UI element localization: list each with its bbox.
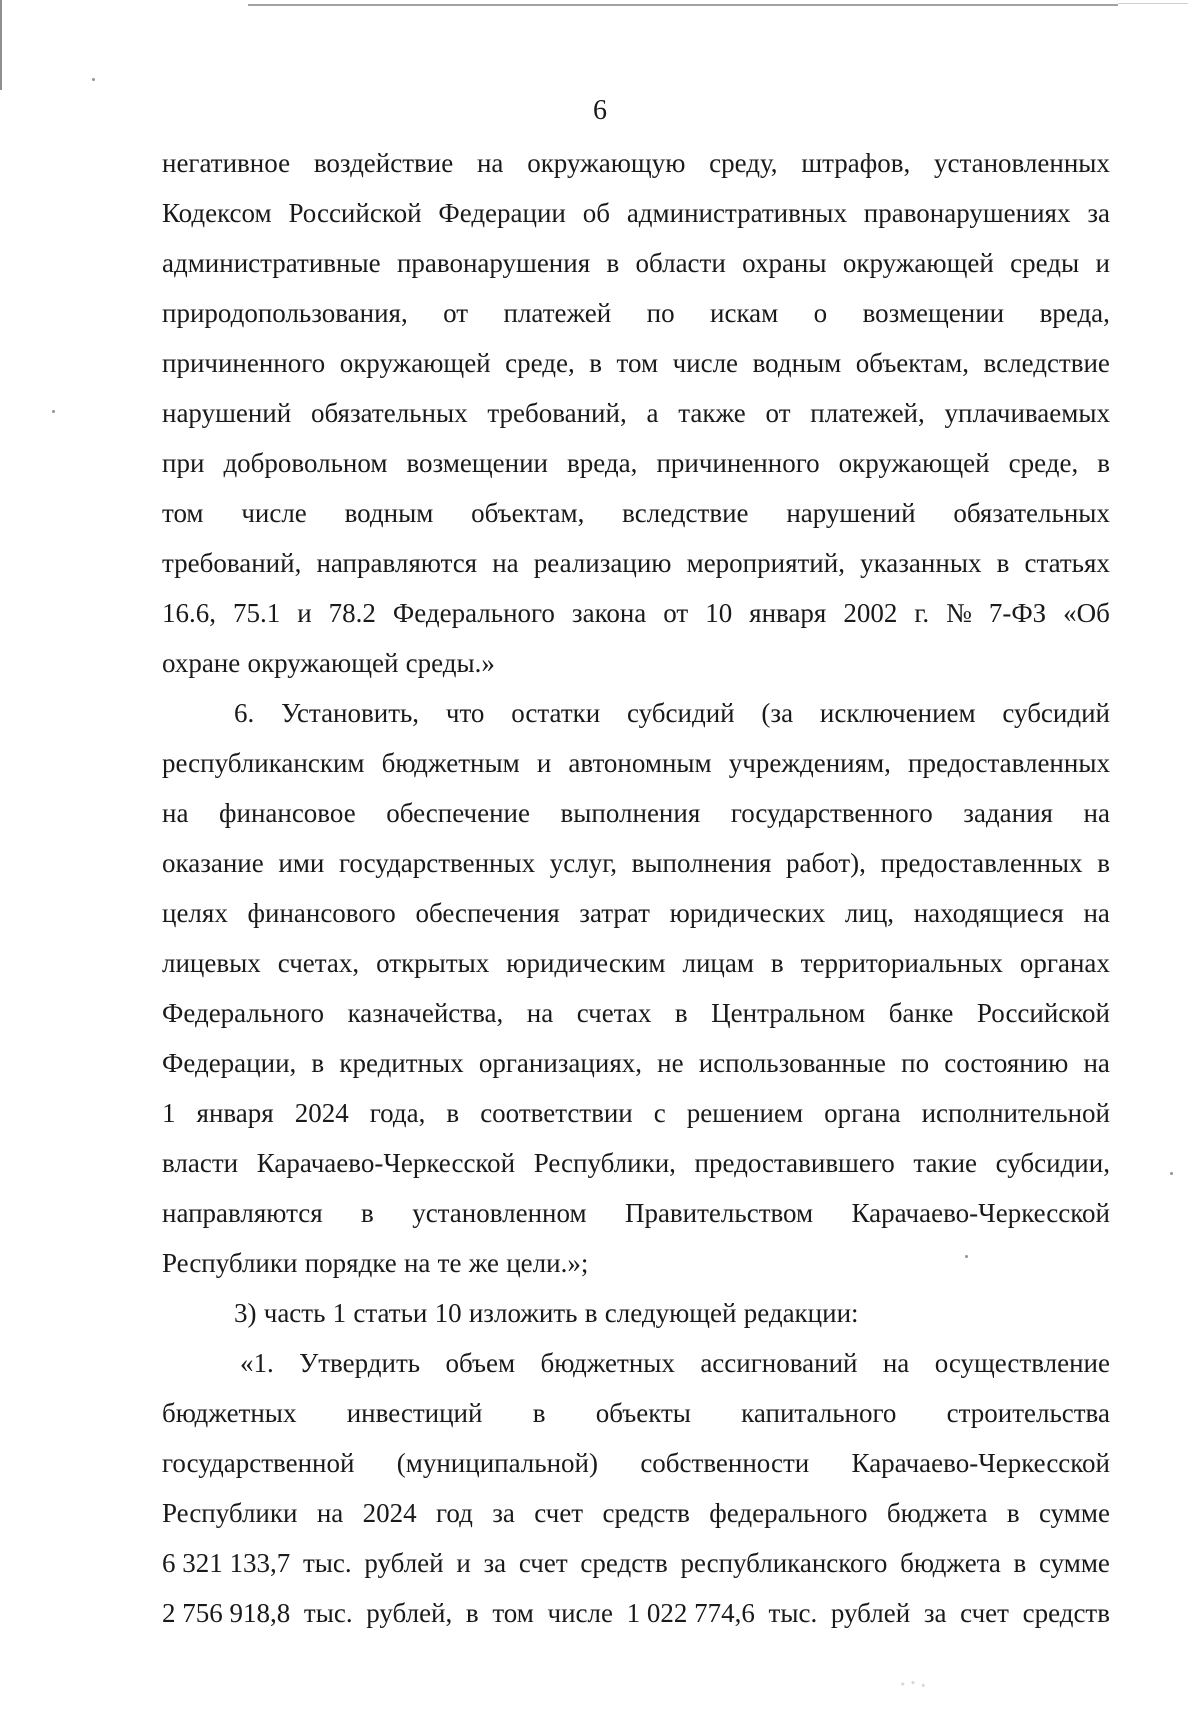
word: лицам	[682, 948, 754, 978]
word: том	[616, 348, 659, 378]
text-line	[162, 688, 1110, 738]
word: Центральном	[711, 998, 866, 1028]
word: административные	[162, 248, 381, 278]
word: на	[1083, 898, 1110, 928]
word: 1	[162, 1098, 176, 1128]
word: территориальных	[800, 948, 1003, 978]
word: инвестиций	[346, 1398, 483, 1428]
word: выполнения	[560, 798, 701, 828]
text-line	[162, 838, 1110, 888]
word: при	[162, 448, 205, 478]
word: (муниципальной)	[396, 1448, 598, 1478]
word: Российской	[288, 198, 422, 228]
word: оказание	[162, 848, 264, 878]
word: среде,	[505, 348, 575, 378]
word: финансового	[247, 898, 396, 928]
word: «1.	[240, 1348, 274, 1378]
word: января	[749, 598, 827, 628]
text-line	[162, 1038, 1110, 1088]
word: власти	[162, 1148, 239, 1178]
word: органах	[1019, 948, 1110, 978]
word: правонарушения	[396, 248, 591, 278]
word: в	[1013, 1548, 1027, 1578]
word: требований,	[162, 548, 302, 578]
word: 6 321 133,7	[162, 1548, 291, 1578]
word: искам	[710, 298, 779, 328]
word: платежей	[503, 298, 612, 328]
word: 78.2	[328, 598, 376, 628]
word: за	[1087, 198, 1110, 228]
scan-edge-line	[248, 4, 1118, 6]
text-line	[162, 938, 1110, 988]
word: что	[445, 698, 485, 728]
word: тыс.	[302, 1548, 352, 1578]
word: остатки	[511, 698, 601, 728]
word: окружающей	[339, 348, 491, 378]
word: исполнительной	[921, 1098, 1110, 1128]
word: окружающей	[838, 448, 990, 478]
word: на	[1083, 1048, 1110, 1078]
word: соответствии	[480, 1098, 633, 1128]
text-line	[162, 488, 1110, 538]
word: на	[316, 1498, 344, 1528]
word: организациях,	[478, 1048, 642, 1078]
word: рублей,	[366, 1598, 453, 1628]
word: казначейства,	[347, 998, 504, 1028]
word: вреда,	[567, 448, 638, 478]
word: с	[653, 1098, 666, 1128]
word: мероприятий,	[686, 548, 845, 578]
word: реализацию	[533, 548, 672, 578]
word: о	[813, 298, 828, 328]
word: установленном	[412, 1198, 587, 1228]
word: исключением	[819, 698, 976, 728]
text-line	[162, 188, 1110, 238]
text-line	[162, 1588, 1110, 1638]
word: вреда,	[1039, 298, 1110, 328]
word: платежей,	[810, 398, 925, 428]
word: на	[492, 548, 519, 578]
word: среды	[1010, 248, 1080, 278]
word: бюджетных	[162, 1398, 297, 1428]
word: от	[765, 398, 791, 428]
word: «Об	[1063, 598, 1110, 628]
word: от	[443, 298, 469, 328]
word: государственного	[730, 798, 933, 828]
word: от	[663, 598, 689, 628]
word: осуществление	[934, 1348, 1110, 1378]
word: штрафов,	[801, 148, 911, 178]
word: января	[196, 1098, 274, 1128]
word: и	[456, 1548, 471, 1578]
word: субсидии,	[995, 1148, 1110, 1178]
word: в	[606, 248, 620, 278]
word: сумме	[1038, 1548, 1110, 1578]
word: год	[436, 1498, 473, 1528]
word: также	[678, 398, 746, 428]
scan-speck	[1170, 1172, 1173, 1175]
word: 2002	[843, 598, 898, 628]
text-line	[162, 888, 1110, 938]
word: Федерального	[162, 998, 325, 1028]
word: лицевых	[162, 948, 261, 978]
word: Федерации	[438, 198, 566, 228]
text-line	[162, 288, 1110, 338]
word: объем	[445, 1348, 516, 1378]
text-line	[162, 1388, 1110, 1438]
word: открытых	[376, 948, 490, 978]
word: 7-ФЗ	[988, 598, 1047, 628]
word: средств	[1022, 1598, 1110, 1628]
scan-speck	[52, 410, 55, 413]
word: бюджета	[900, 1548, 1001, 1578]
word: добровольном	[223, 448, 388, 478]
word: направляются	[316, 548, 478, 578]
word: и	[1095, 248, 1110, 278]
word: охраны	[742, 248, 827, 278]
text-line	[162, 238, 1110, 288]
word: бюджета	[886, 1498, 988, 1528]
word: 16.6,	[162, 598, 216, 628]
word: Федерального	[392, 598, 555, 628]
text-line	[162, 338, 1110, 388]
word: счет	[960, 1598, 1009, 1628]
word: (за	[761, 698, 794, 728]
word: бюджетным	[381, 748, 520, 778]
word: затрат	[579, 898, 650, 928]
word: в	[1097, 848, 1110, 878]
word: административных	[626, 198, 847, 228]
word: в	[770, 948, 784, 978]
word: объектам,	[855, 348, 970, 378]
word: 6.	[234, 698, 255, 728]
word: рублей	[830, 1598, 911, 1628]
word: в	[311, 1048, 325, 1078]
scan-smudge	[896, 1677, 930, 1691]
word: на	[162, 798, 189, 828]
word: на	[476, 148, 504, 178]
word: юридическим	[506, 948, 666, 978]
word: использованные	[698, 1048, 886, 1078]
word: на	[1083, 798, 1110, 828]
text-line	[162, 988, 1110, 1038]
word: Правительством	[624, 1198, 814, 1228]
word: обеспечения	[415, 898, 560, 928]
word: не	[657, 1048, 684, 1078]
word: Федерации,	[162, 1048, 297, 1078]
word: воздействие	[313, 148, 454, 178]
word: выполнения	[631, 848, 772, 878]
word: Карачаево-Черкесской	[851, 1198, 1110, 1228]
word: работ),	[786, 848, 866, 878]
word: вследствие	[983, 348, 1110, 378]
word: закона	[571, 598, 647, 628]
word: Республики,	[533, 1148, 676, 1178]
word: в	[1097, 448, 1110, 478]
text-line	[162, 738, 1110, 788]
word: такие	[913, 1148, 978, 1178]
word: услуг,	[549, 848, 618, 878]
word: строительства	[946, 1398, 1110, 1428]
word: обеспечение	[386, 798, 530, 828]
word: и	[536, 748, 552, 778]
word: возмещении	[862, 298, 1005, 328]
word: средств	[602, 1498, 690, 1528]
word: средств	[580, 1548, 668, 1578]
word: числе	[241, 498, 307, 528]
word: ассигнований	[700, 1348, 858, 1378]
word: в	[996, 548, 1010, 578]
word: счет	[518, 1548, 568, 1578]
text-line	[162, 1288, 1110, 1338]
word: государственных	[339, 848, 536, 878]
word: рублей	[364, 1548, 444, 1578]
word: направляются	[162, 1198, 323, 1228]
word: причиненного	[162, 348, 326, 378]
word: целях	[162, 898, 228, 928]
word: об	[582, 198, 610, 228]
word: в	[361, 1198, 374, 1228]
word: нарушений	[786, 498, 916, 528]
scan-edge-line-right	[1118, 3, 1188, 4]
word: №	[946, 598, 972, 628]
word: г.	[914, 598, 930, 628]
word: по	[901, 1048, 930, 1078]
word: том	[492, 1598, 534, 1628]
word: тыс.	[303, 1598, 353, 1628]
word: состоянию	[944, 1048, 1069, 1078]
word: 10	[705, 598, 733, 628]
word: государственной	[162, 1448, 355, 1478]
word: 75.1	[232, 598, 281, 628]
word: обязательных	[953, 498, 1110, 528]
word: банке	[888, 998, 954, 1028]
word: предоставившего	[694, 1148, 895, 1178]
word: решением	[686, 1098, 804, 1128]
text-line	[162, 1188, 1110, 1238]
word: задания	[963, 798, 1053, 828]
text-line	[162, 538, 1110, 588]
word: а	[646, 398, 659, 428]
word: учреждениям,	[728, 748, 891, 778]
text-line	[162, 1238, 1110, 1288]
word: Утвердить	[299, 1348, 421, 1378]
word: по	[646, 298, 675, 328]
scan-speck	[92, 78, 95, 81]
word: уплачиваемых	[944, 398, 1110, 428]
word: федерального	[709, 1498, 868, 1528]
word: водным	[752, 348, 842, 378]
word: в	[674, 998, 688, 1028]
text-line	[162, 438, 1110, 488]
word: Карачаево-Черкесской	[851, 1448, 1110, 1478]
word: автономным	[568, 748, 712, 778]
word: области	[635, 248, 726, 278]
word: охране окружающей среды.»	[162, 648, 495, 678]
word: 1 022 774,6	[626, 1598, 755, 1628]
word: за	[483, 1548, 507, 1578]
word: в	[589, 348, 603, 378]
word: в	[532, 1398, 546, 1428]
word: Кодексом	[162, 198, 272, 228]
word: республиканским	[162, 748, 365, 778]
word: правонарушениях	[863, 198, 1071, 228]
text-line	[162, 1138, 1110, 1188]
word: среде,	[1008, 448, 1079, 478]
word: за	[923, 1598, 947, 1628]
word: находящиеся	[913, 898, 1064, 928]
word: 2 756 918,8	[162, 1598, 291, 1628]
word: требований,	[487, 398, 627, 428]
text-line	[162, 1088, 1110, 1138]
word: числе	[547, 1598, 613, 1628]
word: органа	[824, 1098, 901, 1128]
word: Республики	[162, 1498, 298, 1528]
word: на	[526, 998, 554, 1028]
word: кредитных	[339, 1048, 464, 1078]
word: субсидий	[1002, 698, 1110, 728]
word: в	[446, 1098, 460, 1128]
document-body	[162, 138, 1110, 1638]
word: Республики порядке на те же цели.»;	[162, 1248, 589, 1278]
word: бюджетных	[540, 1348, 675, 1378]
text-line	[162, 1488, 1110, 1538]
word: собственности	[640, 1448, 810, 1478]
scan-left-edge	[0, 0, 2, 90]
word: 2024	[362, 1498, 417, 1528]
word: счетах	[576, 998, 652, 1028]
page-number: 6	[593, 95, 607, 126]
text-line	[162, 1538, 1110, 1588]
word: за	[492, 1498, 515, 1528]
text-line	[162, 138, 1110, 188]
word: установленных	[933, 148, 1110, 178]
text-line	[162, 638, 1110, 688]
word: негативное	[162, 148, 291, 178]
word: счетах,	[277, 948, 360, 978]
word: предоставленных	[880, 848, 1083, 878]
text-line	[162, 1438, 1110, 1488]
word: окружающую	[527, 148, 686, 178]
word: водным	[344, 498, 434, 528]
word: финансовое	[219, 798, 356, 828]
word: Карачаево-Черкесской	[256, 1148, 516, 1178]
text-line	[162, 588, 1110, 638]
word: счет	[534, 1498, 584, 1528]
word: объекты	[595, 1398, 691, 1428]
word: лиц,	[844, 898, 895, 928]
word: статьях	[1024, 548, 1110, 578]
word: указанных	[860, 548, 982, 578]
word: обязательных	[310, 398, 468, 428]
text-line	[162, 1338, 1110, 1388]
word: юридических	[669, 898, 826, 928]
word: ими	[278, 848, 325, 878]
text-line	[162, 788, 1110, 838]
word: сумме	[1039, 1498, 1110, 1528]
word: природопользования,	[162, 298, 408, 328]
word: причиненного	[656, 448, 820, 478]
scan-speck	[965, 1255, 968, 1258]
word: в	[1006, 1498, 1020, 1528]
word: 2024	[294, 1098, 349, 1128]
word: тыс.	[768, 1598, 818, 1628]
word: 3) часть 1 статьи 10 изложить в следующей редакции:	[234, 1298, 859, 1328]
word: года,	[369, 1098, 426, 1128]
word: Российской	[976, 998, 1110, 1028]
word: субсидий	[627, 698, 735, 728]
word: нарушений	[162, 398, 292, 428]
text-line	[162, 388, 1110, 438]
word: республиканского	[680, 1548, 888, 1578]
word: Установить,	[281, 698, 420, 728]
word: объектам,	[471, 498, 585, 528]
word: и	[297, 598, 312, 628]
word: предоставленных	[908, 748, 1110, 778]
word: том	[162, 498, 204, 528]
word: среду,	[709, 148, 778, 178]
word: в	[465, 1598, 479, 1628]
word: числе	[672, 348, 739, 378]
word: капитального	[741, 1398, 897, 1428]
word: возмещении	[406, 448, 549, 478]
word: вследствие	[622, 498, 749, 528]
word: на	[882, 1348, 910, 1378]
word: окружающей	[842, 248, 994, 278]
